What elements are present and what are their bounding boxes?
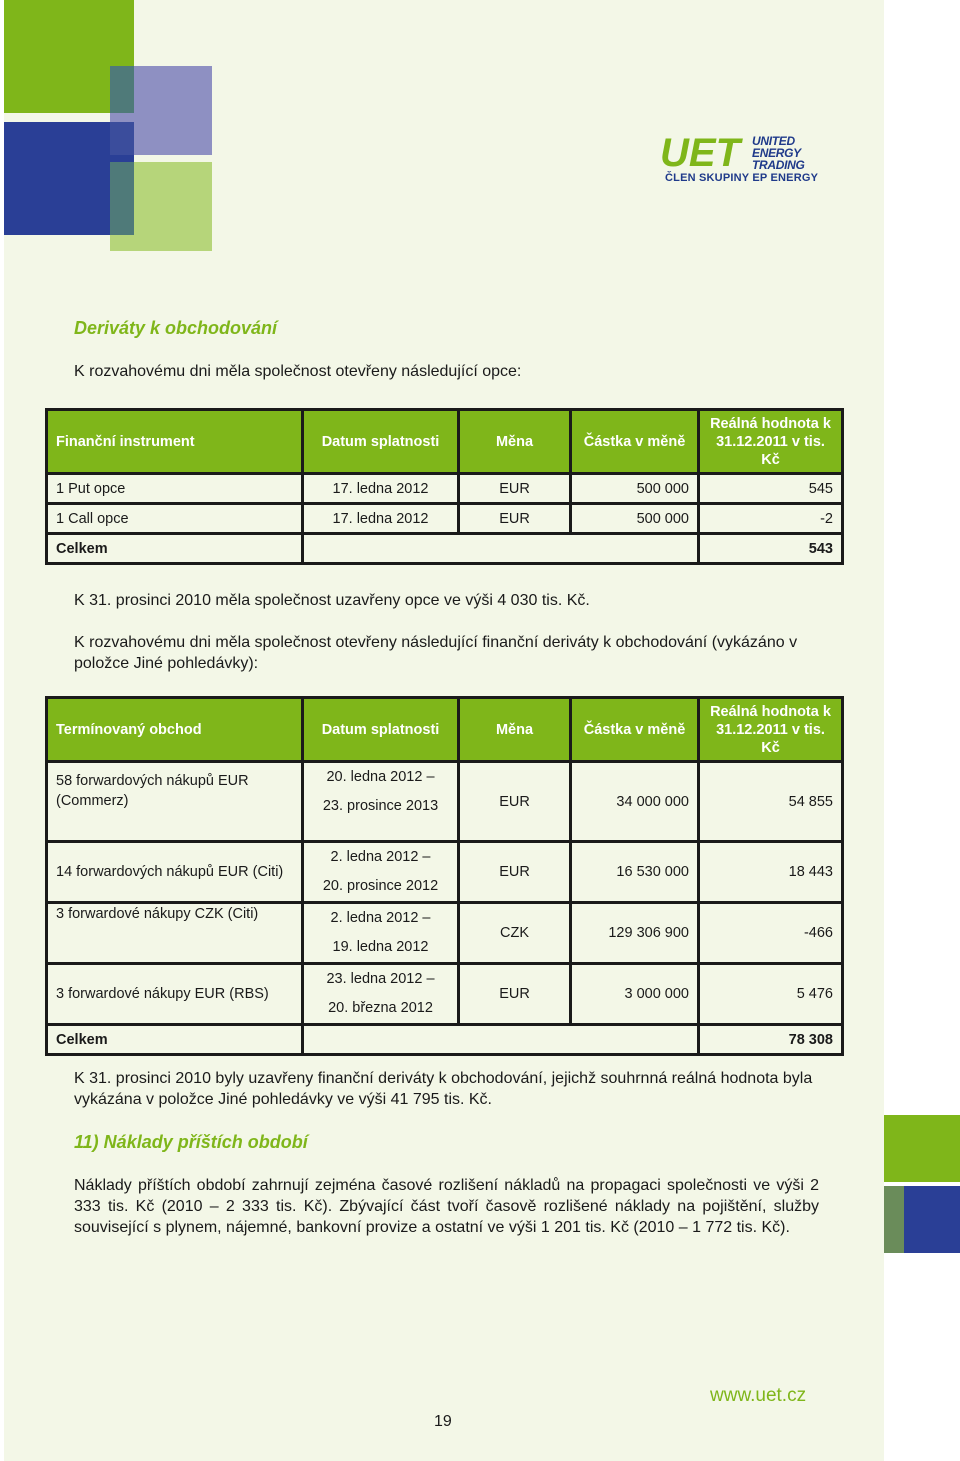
cell-fair-value: 18 443 xyxy=(699,842,843,903)
cell-currency: EUR xyxy=(459,762,571,842)
forwards-intro: K rozvahovému dni měla společnost otevřeny následující finanční deriváty k obchodování (vykázáno v položce Jiné pohledávky): xyxy=(74,634,798,672)
forwards-table-header xyxy=(47,698,843,762)
col-header-due-date: Datum splatnosti xyxy=(303,410,459,474)
date-from: 23. ledna 2012 – xyxy=(326,971,435,987)
date-to: 23. prosince 2013 xyxy=(322,798,439,814)
cell-due-date xyxy=(303,903,459,964)
cell-fair-value: -2 xyxy=(699,504,843,534)
section-heading-prepaid-expenses: 11) Náklady příštích období xyxy=(74,1132,308,1152)
cell-currency: EUR xyxy=(459,842,571,903)
table-row xyxy=(47,474,843,504)
cell-amount: 500 000 xyxy=(571,474,699,504)
date-to: 20. března 2012 xyxy=(328,1000,433,1016)
total-value: 78 308 xyxy=(699,1025,843,1055)
col-header-instrument: Termínovaný obchod xyxy=(47,698,303,762)
table-row xyxy=(47,903,843,964)
decor-block-overlap-1 xyxy=(110,66,134,113)
cell-amount: 3 000 000 xyxy=(571,964,699,1025)
col-header-amount: Částka v měně xyxy=(571,698,699,762)
col-header-currency: Měna xyxy=(459,698,571,762)
total-spacer xyxy=(303,1025,699,1055)
col-header-amount: Částka v měně xyxy=(571,410,699,474)
total-value: 543 xyxy=(699,534,843,564)
decor-block-right-green xyxy=(884,1115,960,1182)
logo-line-1: UNITED xyxy=(752,134,795,148)
col-header-instrument: Finanční instrument xyxy=(47,410,303,474)
cell-amount: 500 000 xyxy=(571,504,699,534)
col-header-due-date: Datum splatnosti xyxy=(303,698,459,762)
forwards-note: K 31. prosinci 2010 byly uzavřeny finanční deriváty k obchodování, jejichž souhrnná reálná hodnota byla vykázána v položce Jiné pohledávky ve výši 41 795 tis. Kč. xyxy=(74,1070,813,1108)
cell-instrument: 3 forwardové nákupy CZK (Citi) xyxy=(47,903,303,964)
cell-due-date: 17. ledna 2012 xyxy=(303,504,459,534)
logo-line-2: ENERGY xyxy=(752,146,801,160)
cell-instrument: 3 forwardové nákupy EUR (RBS) xyxy=(47,964,303,1025)
logo-line-3: TRADING xyxy=(752,158,805,172)
cell-fair-value: 5 476 xyxy=(699,964,843,1025)
cell-due-date: 17. ledna 2012 xyxy=(303,474,459,504)
cell-instrument: 58 forwardových nákupů EUR (Commerz) xyxy=(47,762,303,842)
cell-fair-value: 545 xyxy=(699,474,843,504)
cell-instrument: 14 forwardových nákupů EUR (Citi) xyxy=(47,842,303,903)
table-row xyxy=(47,842,843,903)
options-note: K 31. prosinci 2010 měla společnost uzavřeny opce ve výši 4 030 tis. Kč. xyxy=(74,592,590,609)
col-header-fair-value: Reálná hodnota k 31.12.2011 v tis. Kč xyxy=(699,698,843,762)
cell-due-date xyxy=(303,964,459,1025)
table-row xyxy=(47,964,843,1025)
uet-logo-name xyxy=(752,135,805,171)
col-header-currency: Měna xyxy=(459,410,571,474)
table-row xyxy=(47,762,843,842)
cell-amount: 16 530 000 xyxy=(571,842,699,903)
col-header-fair-value: Reálná hodnota k 31.12.2011 v tis. Kč xyxy=(699,410,843,474)
options-intro: K rozvahovému dni měla společnost otevřeny následující opce: xyxy=(74,363,522,380)
decor-block-overlap-2 xyxy=(110,122,134,155)
prepaid-expenses-text: Náklady příštích období zahrnují zejména časové rozlišení nákladů na propagaci společnosti ve výši 2 333 tis. Kč (2010 – 2 333 tis. Kč). Zbývající část tvoří časově rozlišené náklady na pojištění, služby související s plynem, nájemné, bankovní provize a ostatní ve výši 1 201 tis. Kč (2010 – 1 772 tis. Kč). xyxy=(74,1177,819,1236)
cell-instrument: 1 Call opce xyxy=(47,504,303,534)
total-label: Celkem xyxy=(47,534,303,564)
cell-instrument: 1 Put opce xyxy=(47,474,303,504)
date-from: 2. ledna 2012 – xyxy=(330,849,431,865)
table-row xyxy=(47,504,843,534)
cell-due-date xyxy=(303,762,459,842)
cell-amount: 34 000 000 xyxy=(571,762,699,842)
total-spacer xyxy=(303,534,699,564)
decor-block-right-lightgreen xyxy=(884,1186,904,1253)
date-to: 19. ledna 2012 xyxy=(332,939,429,955)
cell-amount: 129 306 900 xyxy=(571,903,699,964)
date-to: 20. prosince 2012 xyxy=(322,878,439,894)
logo-subtitle: ČLEN SKUPINY EP ENERGY xyxy=(665,172,819,184)
cell-fair-value: 54 855 xyxy=(699,762,843,842)
cell-fair-value: -466 xyxy=(699,903,843,964)
table-total-row xyxy=(47,534,843,564)
table-total-row xyxy=(47,1025,843,1055)
date-from: 20. ledna 2012 – xyxy=(326,769,435,785)
date-from: 2. ledna 2012 – xyxy=(330,910,431,926)
cell-due-date xyxy=(303,842,459,903)
uet-logo-letters: UET xyxy=(660,131,740,175)
cell-currency: EUR xyxy=(459,964,571,1025)
page-number: 19 xyxy=(434,1413,452,1430)
total-label: Celkem xyxy=(47,1025,303,1055)
options-table-header xyxy=(47,410,843,474)
cell-currency: EUR xyxy=(459,504,571,534)
decor-block-overlap-3 xyxy=(110,162,134,235)
forwards-table xyxy=(45,696,844,1056)
options-table xyxy=(45,408,844,565)
cell-currency: CZK xyxy=(459,903,571,964)
footer-website-link[interactable]: www.uet.cz xyxy=(710,1385,807,1406)
section-heading-derivatives: Deriváty k obchodování xyxy=(74,318,278,338)
cell-currency: EUR xyxy=(459,474,571,504)
